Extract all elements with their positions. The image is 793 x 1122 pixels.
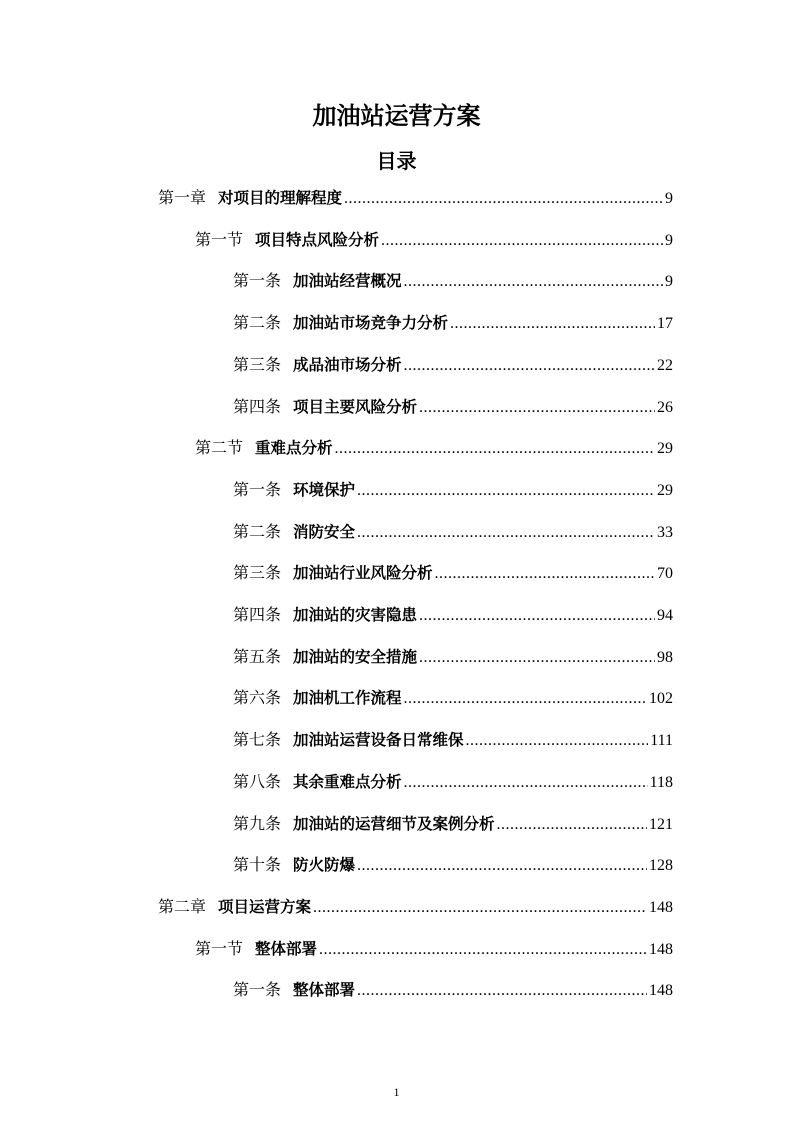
toc-entry-title: 加油站的安全措施 [293, 647, 418, 666]
toc-entry-title: 项目特点风险分析 [255, 230, 380, 249]
toc-entry-title: 加油站的运营细节及案例分析 [293, 814, 495, 833]
toc-entry-number: 第十条 [233, 855, 282, 875]
toc-entry-number: 第八条 [233, 771, 282, 791]
toc-entry-page: 94 [657, 607, 673, 624]
toc-entry-page: 9 [665, 190, 673, 207]
toc-entry-title: 对项目的理解程度 [218, 189, 343, 207]
toc-entry[interactable] [233, 812, 673, 836]
toc-entry-number: 第二条 [233, 313, 282, 333]
toc-entry[interactable] [233, 311, 673, 335]
toc-entry-title: 环境保护 [293, 480, 356, 499]
toc-entry[interactable] [233, 395, 673, 419]
page-number: 1 [393, 1085, 400, 1099]
toc-entry-page: 148 [649, 898, 673, 916]
toc-entry-page: 121 [649, 815, 673, 833]
toc-entry-page: 22 [657, 356, 673, 374]
toc-entry-number: 第一节 [195, 938, 244, 958]
toc-dot-leader [404, 354, 655, 378]
toc-entry[interactable] [233, 728, 673, 752]
document-title: 加油站运营方案 [312, 102, 481, 130]
toc-entry-page: 128 [649, 857, 673, 875]
toc-entry[interactable] [195, 436, 673, 460]
toc-dot-leader [466, 729, 649, 753]
toc-dot-leader [419, 646, 655, 670]
toc-dot-leader [450, 312, 655, 336]
toc-entry-title: 加油站运营设备日常维保 [293, 731, 464, 750]
toc-dot-leader [497, 813, 647, 837]
toc-dot-leader [357, 479, 655, 503]
toc-entry-page: 118 [649, 773, 673, 791]
toc-entry[interactable] [195, 937, 673, 961]
toc-dot-leader [381, 229, 663, 253]
toc-entry-number: 第二节 [195, 438, 244, 458]
toc-dot-leader [404, 270, 663, 294]
toc-entry[interactable] [233, 561, 673, 585]
toc-entry-number: 第九条 [233, 813, 282, 833]
toc-entry-page: 9 [665, 273, 673, 291]
toc-dot-leader [357, 854, 647, 878]
toc-entry[interactable] [233, 770, 673, 794]
toc-entry-number: 第四条 [233, 605, 282, 624]
toc-entry[interactable] [233, 353, 673, 377]
toc-entry-page: 33 [657, 523, 673, 541]
toc-entry-number: 第七条 [233, 730, 282, 750]
toc-entry-title: 其余重难点分析 [293, 772, 402, 791]
toc-entry-page: 98 [657, 648, 673, 666]
toc-entry-page: 9 [665, 231, 673, 249]
toc-entry-title: 防火防爆 [293, 856, 356, 875]
toc-entry-title: 重难点分析 [255, 439, 333, 458]
toc-entry-title: 加油站经营概况 [293, 272, 402, 291]
toc-entry-number: 第一节 [195, 229, 244, 249]
toc-entry-page: 148 [649, 940, 673, 958]
toc-entry-number: 第一章 [158, 188, 207, 207]
toc-entry-number: 第二条 [233, 521, 282, 541]
toc-dot-leader [419, 604, 655, 628]
toc-dot-leader [357, 521, 655, 545]
toc-entry-number: 第一条 [233, 980, 282, 1000]
toc-entry-number: 第三条 [233, 563, 282, 583]
toc-entry[interactable] [233, 478, 673, 502]
toc-heading: 目录 [376, 149, 417, 173]
toc-entry-title: 加油站市场竞争力分析 [293, 314, 449, 333]
toc-dot-leader [335, 437, 655, 461]
toc-entry-page: 26 [657, 398, 673, 416]
toc-entry-page: 17 [657, 315, 673, 333]
toc-entry-title: 项目主要风险分析 [293, 397, 418, 416]
toc-entry-title: 成品油市场分析 [293, 355, 402, 374]
toc-entry[interactable] [233, 603, 673, 627]
toc-entry-page: 102 [649, 690, 673, 708]
toc-entry[interactable] [158, 895, 673, 919]
toc-entry-page: 70 [657, 565, 673, 583]
toc-entry-page: 29 [657, 481, 673, 499]
toc-entry[interactable] [195, 228, 673, 252]
toc-dot-leader [357, 979, 647, 1003]
toc-dot-leader [313, 896, 647, 920]
toc-entry-page: 111 [650, 732, 673, 750]
toc-entry[interactable] [233, 645, 673, 669]
toc-entry-number: 第五条 [233, 646, 282, 666]
toc-dot-leader [404, 771, 648, 795]
toc-entry[interactable] [233, 853, 673, 877]
toc-entry[interactable] [233, 686, 673, 710]
toc-entry-number: 第四条 [233, 396, 282, 416]
toc-entry-title: 加油站行业风险分析 [293, 564, 433, 583]
toc-entry[interactable] [233, 520, 673, 544]
toc-entry-number: 第一条 [233, 271, 282, 291]
toc-entry-title: 整体部署 [293, 981, 356, 1000]
toc-entry-number: 第三条 [233, 354, 282, 374]
toc-entry-title: 加油站的灾害隐患 [293, 606, 418, 624]
toc-entry-title: 消防安全 [293, 522, 356, 541]
toc-entry-page: 148 [649, 982, 673, 1000]
toc-entry-title: 整体部署 [255, 939, 318, 958]
toc-dot-leader [419, 396, 655, 420]
toc-dot-leader [435, 562, 655, 586]
toc-entry-number: 第二章 [158, 896, 207, 916]
toc-entry[interactable] [233, 978, 673, 1002]
toc-entry-title: 加油机工作流程 [293, 689, 402, 708]
toc-dot-leader [404, 687, 647, 711]
toc-entry-number: 第六条 [233, 688, 282, 708]
toc-entry[interactable] [158, 186, 673, 210]
toc-dot-leader [344, 187, 663, 211]
toc-entry-number: 第一条 [233, 479, 282, 499]
toc-dot-leader [319, 938, 647, 962]
toc-entry[interactable] [233, 269, 673, 293]
toc-entry-title: 项目运营方案 [218, 897, 312, 916]
toc-entry-page: 29 [657, 440, 673, 458]
